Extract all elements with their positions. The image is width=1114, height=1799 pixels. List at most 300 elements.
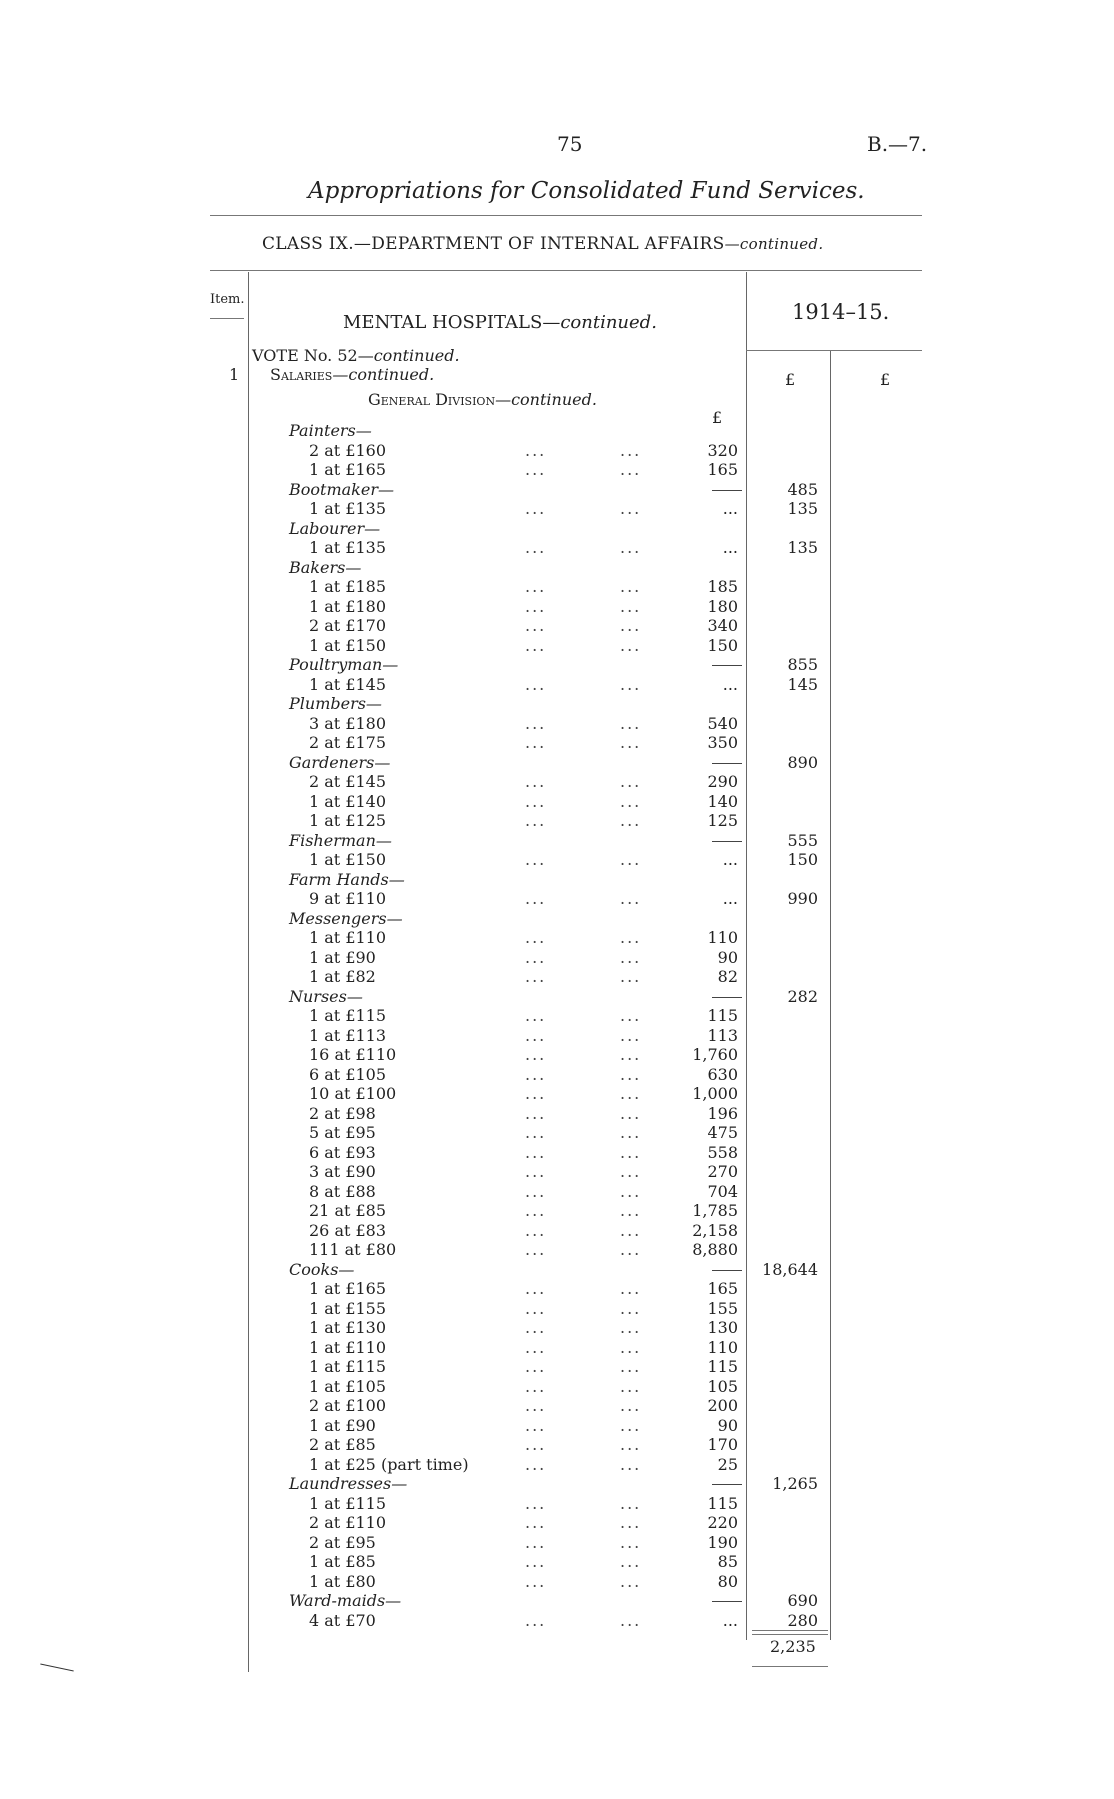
table-row [0, 1396, 1114, 1416]
table-row [0, 1572, 1114, 1592]
table-row [0, 850, 1114, 870]
grand-total: 2,235 [770, 1637, 816, 1656]
leader-dots: ... [525, 1337, 547, 1357]
table-row [0, 577, 1114, 597]
leader-dots: ... [620, 1571, 642, 1591]
rate-label: 1 at £135 [309, 538, 387, 557]
leader-dots: ... [525, 674, 547, 694]
category-label: Bakers— [289, 557, 362, 577]
subtotal-amount: 150 [787, 850, 818, 869]
rate-label: 9 at £110 [309, 889, 387, 908]
leader-dots: ... [525, 538, 547, 557]
category-label: Farm Hands— [289, 869, 405, 889]
leader-dots: ... [620, 811, 642, 830]
leader-dots: ... [525, 947, 547, 967]
detail-amount: ... [722, 538, 738, 557]
leader-dots: ... [620, 1162, 642, 1181]
table-row [0, 1416, 1114, 1436]
leader-dots: ... [525, 1025, 547, 1045]
rate-label: 2 at £170 [309, 616, 387, 635]
leader-dots: ... [620, 1064, 642, 1084]
leader-dots: ... [525, 1064, 547, 1084]
leader-dots: ... [620, 1357, 642, 1376]
leader-dots: ... [620, 499, 642, 518]
detail-amount: ... [722, 1610, 738, 1630]
rate-label: 1 at £115 [309, 1493, 387, 1513]
detail-amount: 82 [717, 967, 738, 986]
table-row [0, 1240, 1114, 1260]
subtotal-amount: 145 [787, 674, 818, 694]
detail-amount: 80 [717, 1571, 738, 1591]
detail-amount: ... [722, 674, 738, 694]
item-column-header: Item. [210, 292, 245, 307]
detail-amount: 180 [707, 596, 738, 616]
leader-dots: ... [620, 928, 642, 947]
leader-dots: ... [620, 1201, 642, 1220]
leader-dots: ... [525, 1220, 547, 1240]
leader-dots: ... [525, 1162, 547, 1181]
table-row [0, 1143, 1114, 1163]
table-row [0, 948, 1114, 968]
rate-label: 2 at £100 [309, 1396, 387, 1415]
table-row [0, 1279, 1114, 1299]
rate-label: 1 at £105 [309, 1376, 387, 1396]
table-row [0, 655, 1114, 675]
leader-dots: ... [620, 1045, 642, 1064]
leader-dots: ... [525, 889, 547, 908]
category-label: Gardeners— [289, 752, 391, 772]
subtotal-amount: 135 [787, 538, 818, 557]
leader-dots: ... [620, 1337, 642, 1357]
title-rule [210, 215, 922, 216]
table-top-rule [210, 270, 922, 271]
leader-dots: ... [525, 1123, 547, 1142]
rate-label: 1 at £135 [309, 499, 387, 518]
subtotal-amount: 855 [787, 655, 818, 674]
detail-amount: 165 [707, 460, 738, 479]
subtotal-amount: 485 [787, 479, 818, 499]
general-division-heading-continued: —continued. [495, 390, 597, 409]
table-row [0, 1260, 1114, 1280]
item-header-rule [210, 318, 244, 319]
rate-label: 2 at £98 [309, 1103, 376, 1123]
detail-amount: 150 [707, 635, 738, 655]
detail-amount: 110 [707, 928, 738, 947]
table-row [0, 558, 1114, 578]
currency-symbol-detail: £ [712, 408, 723, 427]
rate-label: 1 at £140 [309, 791, 387, 811]
detail-amount: 190 [707, 1532, 738, 1552]
rate-label: 1 at £80 [309, 1571, 376, 1591]
section-heading-continued: continued. [560, 312, 657, 333]
rate-label: 2 at £175 [309, 733, 387, 752]
rate-label: 2 at £85 [309, 1435, 376, 1454]
vote-heading-text: VOTE No. 52— [252, 346, 374, 365]
table-row [0, 1221, 1114, 1241]
leader-dots: ... [620, 791, 642, 811]
detail-amount: 320 [707, 440, 738, 460]
category-label: Nurses— [289, 986, 363, 1006]
rate-label: 6 at £93 [309, 1142, 376, 1162]
table-row [0, 792, 1114, 812]
leader-dots: ... [525, 967, 547, 986]
table-row [0, 1299, 1114, 1319]
leader-dots: ... [525, 1103, 547, 1123]
class-heading-text: CLASS IX.—DEPARTMENT OF INTERNAL AFFAIRS [262, 234, 725, 254]
table-row [0, 909, 1114, 929]
rate-label: 1 at £85 [309, 1552, 376, 1571]
leader-dots: ... [620, 1181, 642, 1201]
table-row [0, 1084, 1114, 1104]
rate-label: 1 at £155 [309, 1298, 387, 1318]
section-heading [343, 312, 657, 333]
table-row [0, 928, 1114, 948]
table-row [0, 441, 1114, 461]
leader-dots: ... [525, 791, 547, 811]
category-label: Messengers— [289, 908, 403, 928]
subtotal-amount: 1,265 [772, 1474, 818, 1493]
rate-label: 6 at £105 [309, 1064, 387, 1084]
table-row [0, 889, 1114, 909]
rate-label: 2 at £160 [309, 440, 387, 460]
leader-dots: ... [525, 1279, 547, 1298]
class-heading-continued: —continued. [724, 235, 824, 253]
table-row [0, 1162, 1114, 1182]
general-division-heading-text: General Division [368, 390, 496, 409]
leader-dots: ... [620, 1006, 642, 1025]
rate-label: 2 at £145 [309, 772, 387, 791]
leader-dots: ... [525, 1298, 547, 1318]
vote-heading [252, 346, 460, 365]
detail-amount: 140 [707, 791, 738, 811]
leader-dots: ... [620, 1279, 642, 1298]
leader-dots: ... [620, 674, 642, 694]
category-label: Plumbers— [289, 694, 382, 713]
general-division-heading [368, 390, 597, 409]
salary-rows [0, 421, 1114, 1630]
table-row [0, 1611, 1114, 1631]
detail-amount: 558 [707, 1142, 738, 1162]
table-row [0, 597, 1114, 617]
rate-label: 1 at £113 [309, 1025, 387, 1045]
category-label: Cooks— [289, 1259, 355, 1279]
leader-dots: ... [525, 616, 547, 635]
subtotal-amount: 18,644 [762, 1259, 818, 1279]
leader-dots: ... [620, 440, 642, 460]
table-row [0, 987, 1114, 1007]
leader-dots: ... [620, 1415, 642, 1435]
rate-label: 111 at £80 [309, 1240, 397, 1259]
item-number: 1 [229, 365, 240, 384]
leader-dots: ... [525, 1357, 547, 1376]
table-row [0, 1474, 1114, 1494]
rate-label: 1 at £165 [309, 460, 387, 479]
leader-dots: ... [620, 596, 642, 616]
category-label: Bootmaker— [289, 479, 394, 499]
leader-dots: ... [620, 1376, 642, 1396]
subtotal-amount: 990 [787, 889, 818, 908]
leader-dots: ... [525, 1006, 547, 1025]
leader-dots: ... [525, 499, 547, 518]
leader-dots: ... [620, 733, 642, 752]
page-title: Appropriations for Consolidated Fund Services. [308, 178, 865, 204]
leader-dots: ... [525, 772, 547, 791]
currency-symbol-total: £ [880, 370, 891, 389]
leader-dots: ... [620, 1552, 642, 1571]
rate-label: 2 at £110 [309, 1513, 387, 1532]
detail-amount: 2,158 [692, 1220, 738, 1240]
leader-dots: ... [525, 440, 547, 460]
table-row [0, 733, 1114, 753]
subtotal-rule [712, 763, 742, 764]
leader-dots: ... [525, 1435, 547, 1454]
rate-label: 1 at £130 [309, 1318, 387, 1337]
leader-dots: ... [620, 1532, 642, 1552]
table-row [0, 1123, 1114, 1143]
leader-dots: ... [620, 889, 642, 908]
rate-label: 1 at £25 (part time) [309, 1454, 469, 1474]
table-row [0, 811, 1114, 831]
table-row [0, 538, 1114, 558]
leader-dots: ... [620, 1454, 642, 1474]
rate-label: 1 at £110 [309, 928, 387, 947]
table-row [0, 753, 1114, 773]
rate-label: 8 at £88 [309, 1181, 376, 1201]
detail-amount: 115 [707, 1357, 738, 1376]
detail-amount: 90 [717, 947, 738, 967]
rate-label: 1 at £125 [309, 811, 387, 830]
leader-dots: ... [620, 635, 642, 655]
rate-label: 1 at £145 [309, 674, 387, 694]
detail-amount: ... [722, 850, 738, 869]
document-reference: B.—7. [867, 132, 928, 156]
salaries-heading [270, 365, 434, 384]
rate-label: 1 at £115 [309, 1006, 387, 1025]
salaries-heading-continued: —continued. [332, 365, 435, 384]
rate-label: 3 at £90 [309, 1162, 376, 1181]
page-number: 75 [557, 132, 583, 156]
table-row [0, 421, 1114, 441]
rate-label: 1 at £90 [309, 1415, 376, 1435]
leader-dots: ... [525, 1181, 547, 1201]
salaries-heading-text: Salaries [270, 365, 333, 384]
table-row [0, 1026, 1114, 1046]
leader-dots: ... [620, 577, 642, 596]
detail-amount: ... [722, 499, 738, 518]
leader-dots: ... [620, 850, 642, 869]
total-rule-top [752, 1630, 828, 1631]
category-label: Poultryman— [289, 655, 399, 674]
detail-amount: 220 [707, 1513, 738, 1532]
leader-dots: ... [525, 596, 547, 616]
subtotal-rule [712, 490, 742, 491]
leader-dots: ... [525, 577, 547, 596]
rate-label: 1 at £150 [309, 850, 387, 869]
table-row [0, 519, 1114, 539]
subtotal-amount: 135 [787, 499, 818, 518]
rate-label: 26 at £83 [309, 1220, 387, 1240]
table-row [0, 1104, 1114, 1124]
leader-dots: ... [620, 1220, 642, 1240]
table-row [0, 1045, 1114, 1065]
leader-dots: ... [620, 1435, 642, 1454]
table-row [0, 1377, 1114, 1397]
leader-dots: ... [620, 460, 642, 479]
table-row [0, 1455, 1114, 1475]
rate-label: 2 at £95 [309, 1532, 376, 1552]
table-row [0, 1182, 1114, 1202]
leader-dots: ... [620, 1396, 642, 1415]
table-row [0, 1435, 1114, 1455]
rate-label: 3 at £180 [309, 713, 387, 733]
detail-amount: 113 [707, 1025, 738, 1045]
detail-amount: 196 [707, 1103, 738, 1123]
table-row [0, 1552, 1114, 1572]
detail-amount: 540 [707, 713, 738, 733]
rate-label: 1 at £185 [309, 577, 387, 596]
detail-amount: 340 [707, 616, 738, 635]
detail-amount: 290 [707, 772, 738, 791]
leader-dots: ... [620, 947, 642, 967]
leader-dots: ... [620, 772, 642, 791]
leader-dots: ... [620, 1610, 642, 1630]
table-row [0, 694, 1114, 714]
subtotal-amount: 555 [787, 830, 818, 850]
leader-dots: ... [620, 1123, 642, 1142]
detail-amount: 165 [707, 1279, 738, 1298]
table-row [0, 772, 1114, 792]
detail-amount: 110 [707, 1337, 738, 1357]
subtotal-rule [712, 997, 742, 998]
leader-dots: ... [525, 635, 547, 655]
subtotal-amount: 280 [787, 1610, 818, 1630]
leader-dots: ... [620, 616, 642, 635]
leader-dots: ... [525, 1493, 547, 1513]
leader-dots: ... [620, 713, 642, 733]
leader-dots: ... [525, 713, 547, 733]
detail-amount: 8,880 [692, 1240, 738, 1259]
detail-amount: 200 [707, 1396, 738, 1415]
subtotal-amount: 282 [787, 986, 818, 1006]
leader-dots: ... [620, 1298, 642, 1318]
rate-label: 1 at £165 [309, 1279, 387, 1298]
rate-label: 5 at £95 [309, 1123, 376, 1142]
subtotal-rule [712, 1270, 742, 1271]
rate-label: 1 at £90 [309, 947, 376, 967]
detail-amount: 130 [707, 1318, 738, 1337]
table-row [0, 1318, 1114, 1338]
table-row [0, 831, 1114, 851]
leader-dots: ... [525, 1513, 547, 1532]
table-row [0, 714, 1114, 734]
leader-dots: ... [620, 1084, 642, 1103]
leader-dots: ... [525, 1454, 547, 1474]
table-row [0, 499, 1114, 519]
year-under-rule [746, 350, 922, 351]
detail-amount: 85 [717, 1552, 738, 1571]
rate-label: 1 at £180 [309, 596, 387, 616]
section-heading-text: MENTAL HOSPITALS— [343, 312, 561, 333]
leader-dots: ... [525, 460, 547, 479]
leader-dots: ... [525, 1610, 547, 1630]
detail-amount: 115 [707, 1006, 738, 1025]
table-row [0, 1065, 1114, 1085]
category-label: Painters— [289, 421, 372, 440]
class-heading [262, 234, 823, 254]
detail-amount: ... [722, 889, 738, 908]
category-label: Ward-maids— [289, 1591, 402, 1610]
leader-dots: ... [620, 1493, 642, 1513]
table-row [0, 460, 1114, 480]
leader-dots: ... [525, 733, 547, 752]
leader-dots: ... [525, 1552, 547, 1571]
detail-amount: 170 [707, 1435, 738, 1454]
leader-dots: ... [525, 1415, 547, 1435]
leader-dots: ... [620, 1513, 642, 1532]
total-under-rule [752, 1666, 828, 1667]
table-row [0, 1201, 1114, 1221]
leader-dots: ... [525, 1084, 547, 1103]
leader-dots: ... [525, 1240, 547, 1259]
detail-amount: 125 [707, 811, 738, 830]
leader-dots: ... [620, 538, 642, 557]
rate-label: 4 at £70 [309, 1610, 376, 1630]
total-rule-bottom [752, 1634, 828, 1635]
leader-dots: ... [620, 967, 642, 986]
year-header: 1914–15. [792, 300, 890, 324]
table-row [0, 1513, 1114, 1533]
table-row [0, 616, 1114, 636]
leader-dots: ... [525, 1571, 547, 1591]
detail-amount: 25 [717, 1454, 738, 1474]
subtotal-rule [712, 665, 742, 666]
category-label: Laundresses— [289, 1474, 408, 1493]
detail-amount: 185 [707, 577, 738, 596]
rate-label: 1 at £110 [309, 1337, 387, 1357]
table-row [0, 675, 1114, 695]
subtotal-amount: 690 [787, 1591, 818, 1610]
leader-dots: ... [525, 1396, 547, 1415]
detail-amount: 1,760 [692, 1045, 738, 1064]
subtotal-rule [712, 1484, 742, 1485]
table-row [0, 1338, 1114, 1358]
detail-amount: 475 [707, 1123, 738, 1142]
table-row [0, 1591, 1114, 1611]
rate-label: 1 at £82 [309, 967, 376, 986]
leader-dots: ... [620, 1103, 642, 1123]
rate-label: 1 at £115 [309, 1357, 387, 1376]
leader-dots: ... [525, 1532, 547, 1552]
vote-heading-continued: continued. [373, 346, 460, 365]
leader-dots: ... [620, 1318, 642, 1337]
currency-symbol-subtotal: £ [785, 370, 796, 389]
detail-amount: 350 [707, 733, 738, 752]
table-row [0, 636, 1114, 656]
table-row [0, 1006, 1114, 1026]
leader-dots: ... [620, 1240, 642, 1259]
detail-amount: 270 [707, 1162, 738, 1181]
leader-dots: ... [525, 1045, 547, 1064]
leader-dots: ... [525, 1376, 547, 1396]
margin-mark [40, 1663, 73, 1671]
table-row [0, 1494, 1114, 1514]
rate-label: 1 at £150 [309, 635, 387, 655]
category-label: Labourer— [289, 518, 381, 538]
detail-amount: 704 [707, 1181, 738, 1201]
detail-amount: 115 [707, 1493, 738, 1513]
table-row [0, 1533, 1114, 1553]
leader-dots: ... [525, 850, 547, 869]
